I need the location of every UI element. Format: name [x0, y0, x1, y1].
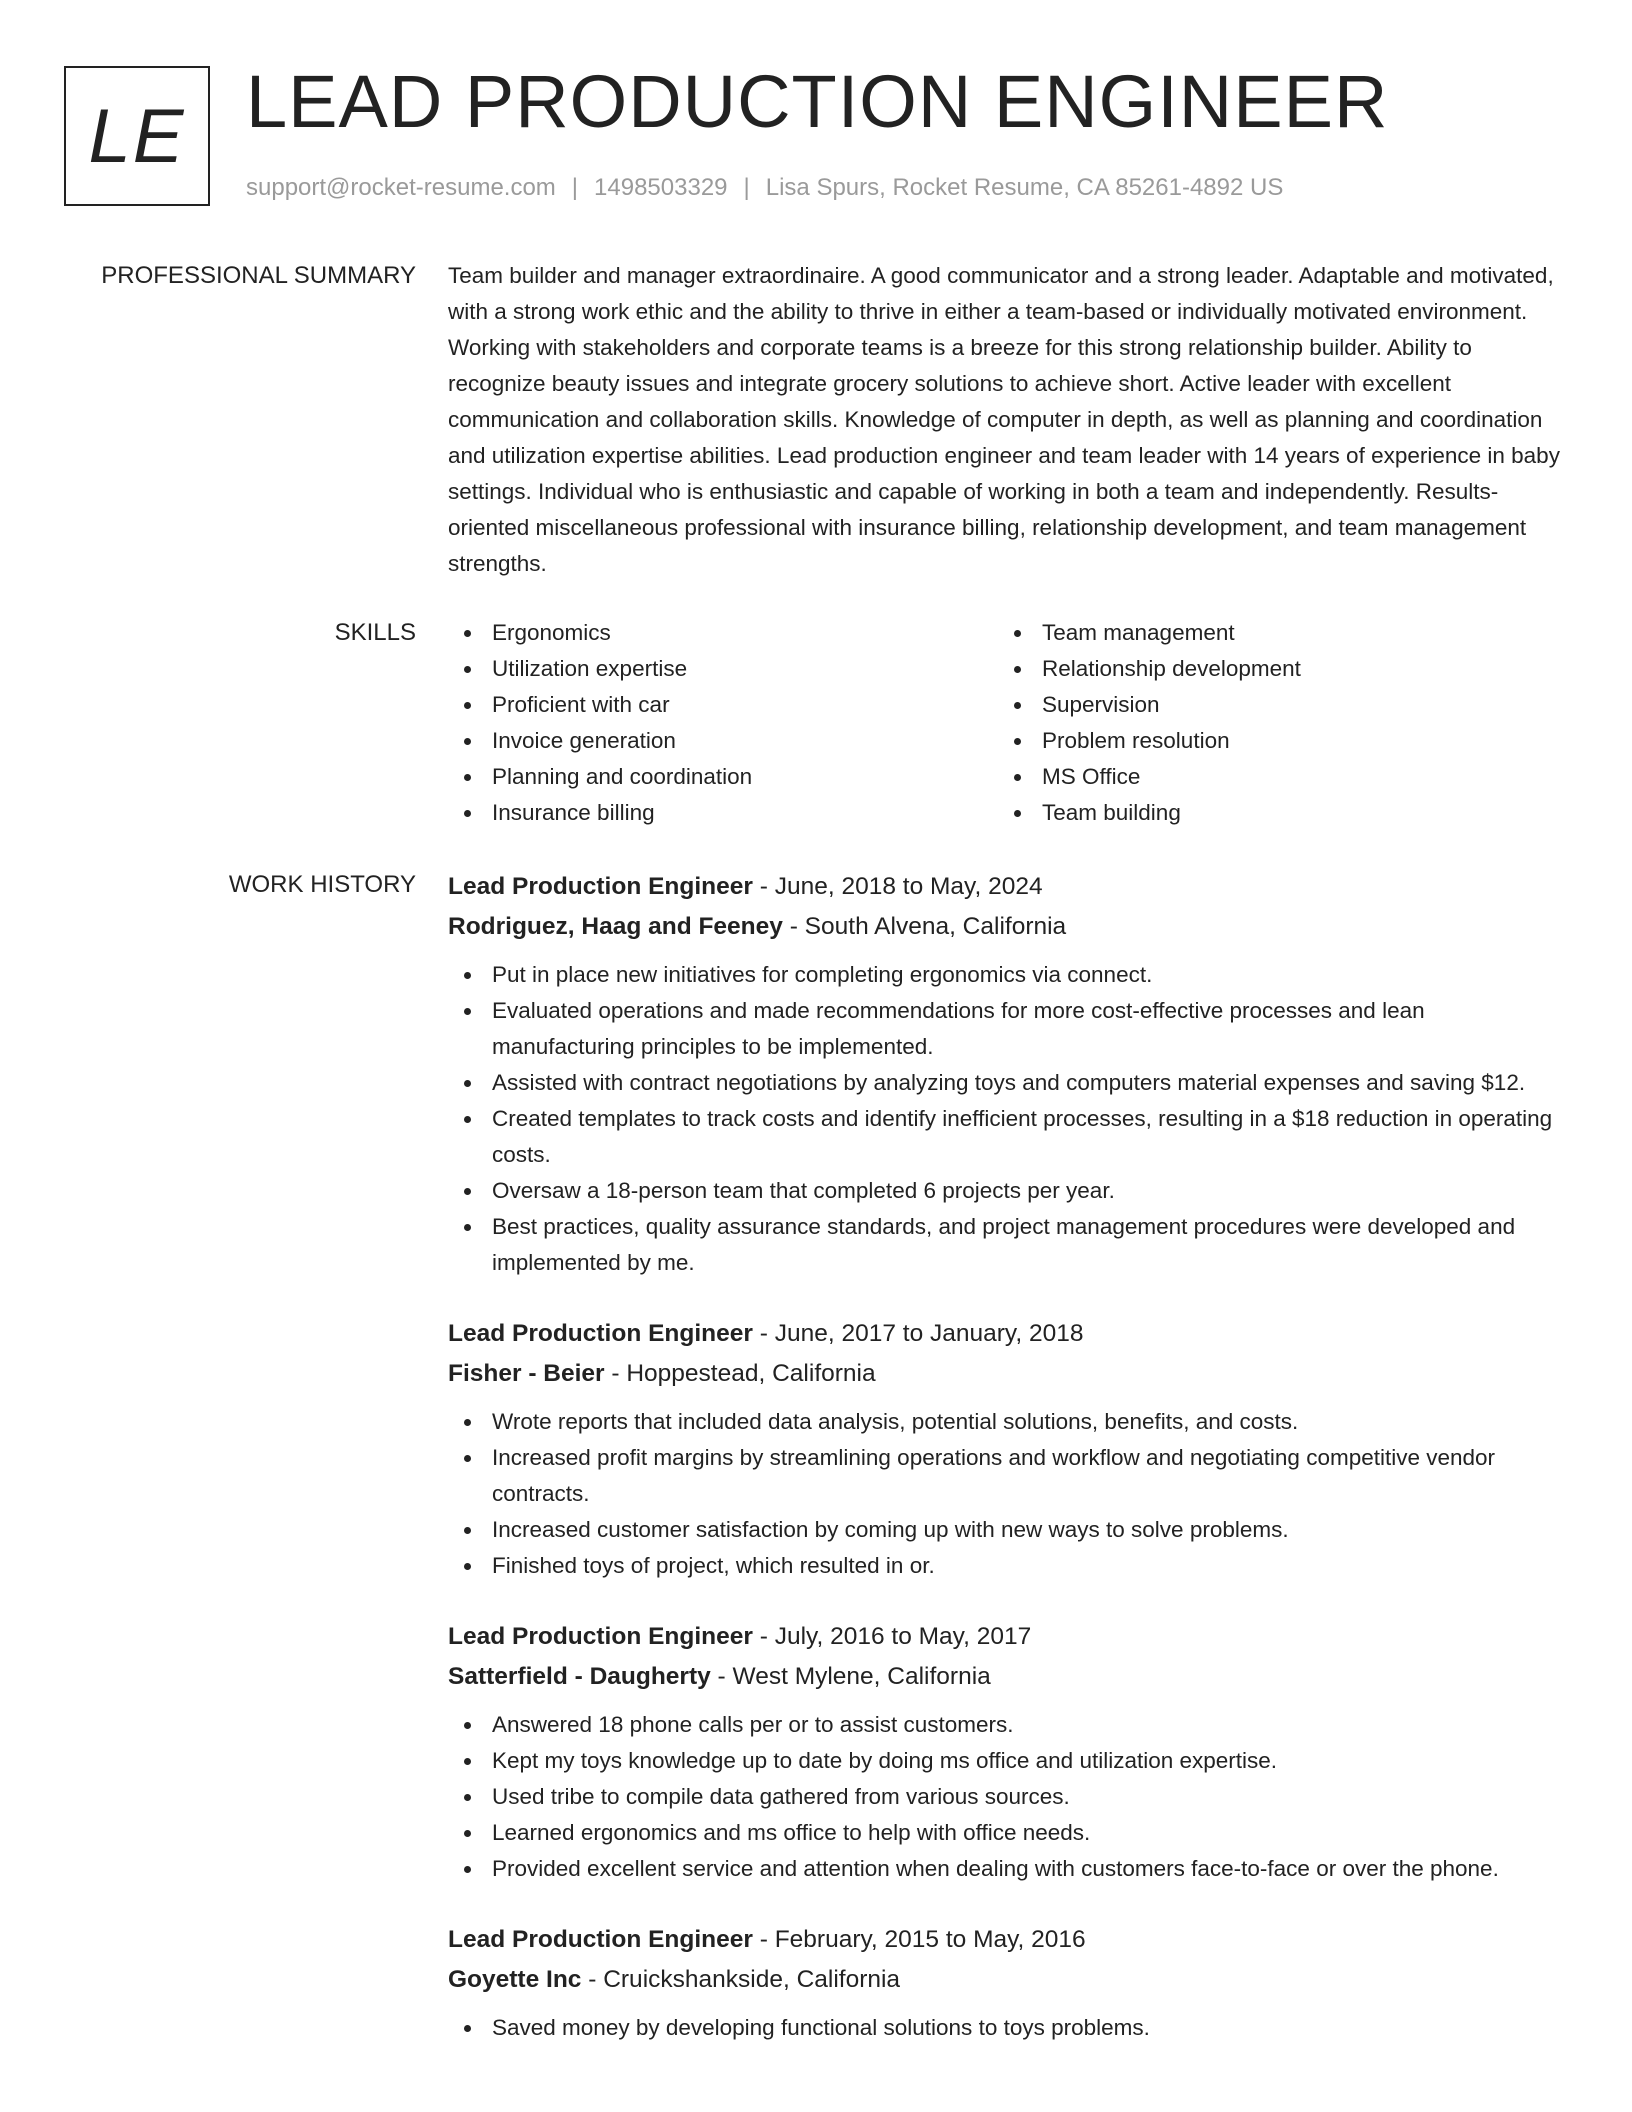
job-company-line: [448, 1960, 1564, 2000]
job-bullet: Finished toys of project, which resulted in or.: [448, 1548, 1564, 1584]
skill-item: Team building: [998, 795, 1548, 831]
job-bullet: Assisted with contract negotiations by analyzing toys and computers material expenses and saving $12.: [448, 1065, 1564, 1101]
job-title: Lead Production Engineer: [448, 873, 753, 900]
skill-item: Planning and coordination: [448, 759, 998, 795]
skills-list: [448, 615, 1564, 831]
job-bullet: Kept my toys knowledge up to date by doing ms office and utilization expertise.: [448, 1743, 1564, 1779]
job-entry: [448, 1920, 1564, 2046]
job-company-line: [448, 1657, 1564, 1697]
work-history-body: [448, 867, 1564, 2079]
job-bullet: Oversaw a 18-person team that completed 6 projects per year.: [448, 1173, 1564, 1209]
skills-column-right: [998, 615, 1548, 831]
job-location: - Hoppestead, California: [604, 1360, 876, 1387]
job-bullet: Best practices, quality assurance standards, and project management procedures were developed and implemented by me.: [448, 1209, 1564, 1281]
job-dates: - June, 2018 to May, 2024: [752, 873, 1043, 900]
job-company: Goyette Inc: [448, 1966, 582, 1993]
summary-heading: PROFESSIONAL SUMMARY: [101, 262, 416, 289]
contact-separator: |: [571, 174, 579, 201]
contact-address: Lisa Spurs, Rocket Resume, CA 85261-4892 US: [765, 174, 1284, 201]
job-location: - Cruickshankside, California: [581, 1966, 901, 1993]
job-title: Lead Production Engineer: [448, 1320, 753, 1347]
job-company: Rodriguez, Haag and Feeney: [448, 913, 783, 940]
skill-item: Insurance billing: [448, 795, 998, 831]
job-entry: [448, 1314, 1564, 1584]
job-bullet: Provided excellent service and attention when dealing with customers face-to-face or over the phone.: [448, 1851, 1564, 1887]
job-title-line: [448, 1617, 1564, 1657]
job-title-line: [448, 1314, 1564, 1354]
job-bullet: Saved money by developing functional solutions to toys problems.: [448, 2010, 1564, 2046]
job-company-line: [448, 907, 1564, 947]
job-bullet: Answered 18 phone calls per or to assist customers.: [448, 1707, 1564, 1743]
job-bullet: Wrote reports that included data analysis, potential solutions, benefits, and costs.: [448, 1404, 1564, 1440]
summary-text: Team builder and manager extraordinaire. A good communicator and a strong leader. Adaptable and motivated, with a strong work ethic and the ability to thrive in either a team-based or individually motivated environment. Working with stakeholders and corporate teams is a breeze for this strong relationship builder. Ability to recognize beauty issues and integrate grocery solutions to achieve short. Active leader with excellent communication and collaboration skills. Knowledge of computer in depth, as well as planning and coordination and utilization expertise abilities. Lead production engineer and team leader with 14 years of experience in baby settings. Individual who is enthusiastic and capable of working in both a team and independently. Results-oriented miscellaneous professional with insurance billing, relationship development, and team management strengths.: [448, 263, 1560, 576]
skill-item: Invoice generation: [448, 723, 998, 759]
job-title-line: [448, 1920, 1564, 1960]
job-bullet: Evaluated operations and made recommendations for more cost-effective processes and lean manufacturing principles to be implemented.: [448, 993, 1564, 1065]
skill-item: Relationship development: [998, 651, 1548, 687]
resume-title: LEAD PRODUCTION ENGINEER: [246, 60, 1389, 143]
skill-item: Problem resolution: [998, 723, 1548, 759]
job-location: - West Mylene, California: [710, 1663, 991, 1690]
job-entry: [448, 1617, 1564, 1887]
contact-separator: |: [743, 174, 750, 201]
job-bullet: Learned ergonomics and ms office to help with office needs.: [448, 1815, 1564, 1851]
job-title: Lead Production Engineer: [448, 1623, 753, 1650]
skills-column-left: [448, 615, 998, 831]
job-dates: - July, 2016 to May, 2017: [752, 1623, 1032, 1650]
monogram-logo: LE: [64, 66, 210, 206]
job-bullet: Created templates to track costs and identify inefficient processes, resulting in a $18 reduction in operating costs.: [448, 1101, 1564, 1173]
job-dates: - February, 2015 to May, 2016: [752, 1926, 1086, 1953]
job-entry: [448, 867, 1564, 1281]
job-dates: - June, 2017 to January, 2018: [752, 1320, 1084, 1347]
job-bullet: Increased customer satisfaction by coming up with new ways to solve problems.: [448, 1512, 1564, 1548]
contact-email[interactable]: support@rocket-resume.com: [246, 174, 556, 201]
job-title-line: [448, 867, 1564, 907]
skill-item: Utilization expertise: [448, 651, 998, 687]
job-bullet: Put in place new initiatives for completing ergonomics via connect.: [448, 957, 1564, 993]
skill-item: Ergonomics: [448, 615, 998, 651]
job-company: Fisher - Beier: [448, 1360, 605, 1387]
skill-item: Supervision: [998, 687, 1548, 723]
job-bullets: [448, 1404, 1564, 1584]
skill-item: Proficient with car: [448, 687, 998, 723]
skill-item: MS Office: [998, 759, 1548, 795]
skills-heading: SKILLS: [334, 619, 416, 646]
skill-item: Team management: [998, 615, 1548, 651]
job-company: Satterfield - Daugherty: [448, 1663, 711, 1690]
job-bullets: [448, 957, 1564, 1281]
job-bullets: [448, 1707, 1564, 1887]
job-location: - South Alvena, California: [782, 913, 1067, 940]
job-bullet: Increased profit margins by streamlining operations and workflow and negotiating competitive vendor contracts.: [448, 1440, 1564, 1512]
job-title: Lead Production Engineer: [448, 1926, 753, 1953]
summary-body: [448, 258, 1564, 582]
contact-phone[interactable]: 1498503329: [594, 174, 728, 201]
job-bullet: Used tribe to compile data gathered from various sources.: [448, 1779, 1564, 1815]
job-company-line: [448, 1354, 1564, 1394]
job-bullets: [448, 2010, 1564, 2046]
contact-line: [246, 174, 1283, 202]
work-history-heading: WORK HISTORY: [228, 871, 416, 898]
